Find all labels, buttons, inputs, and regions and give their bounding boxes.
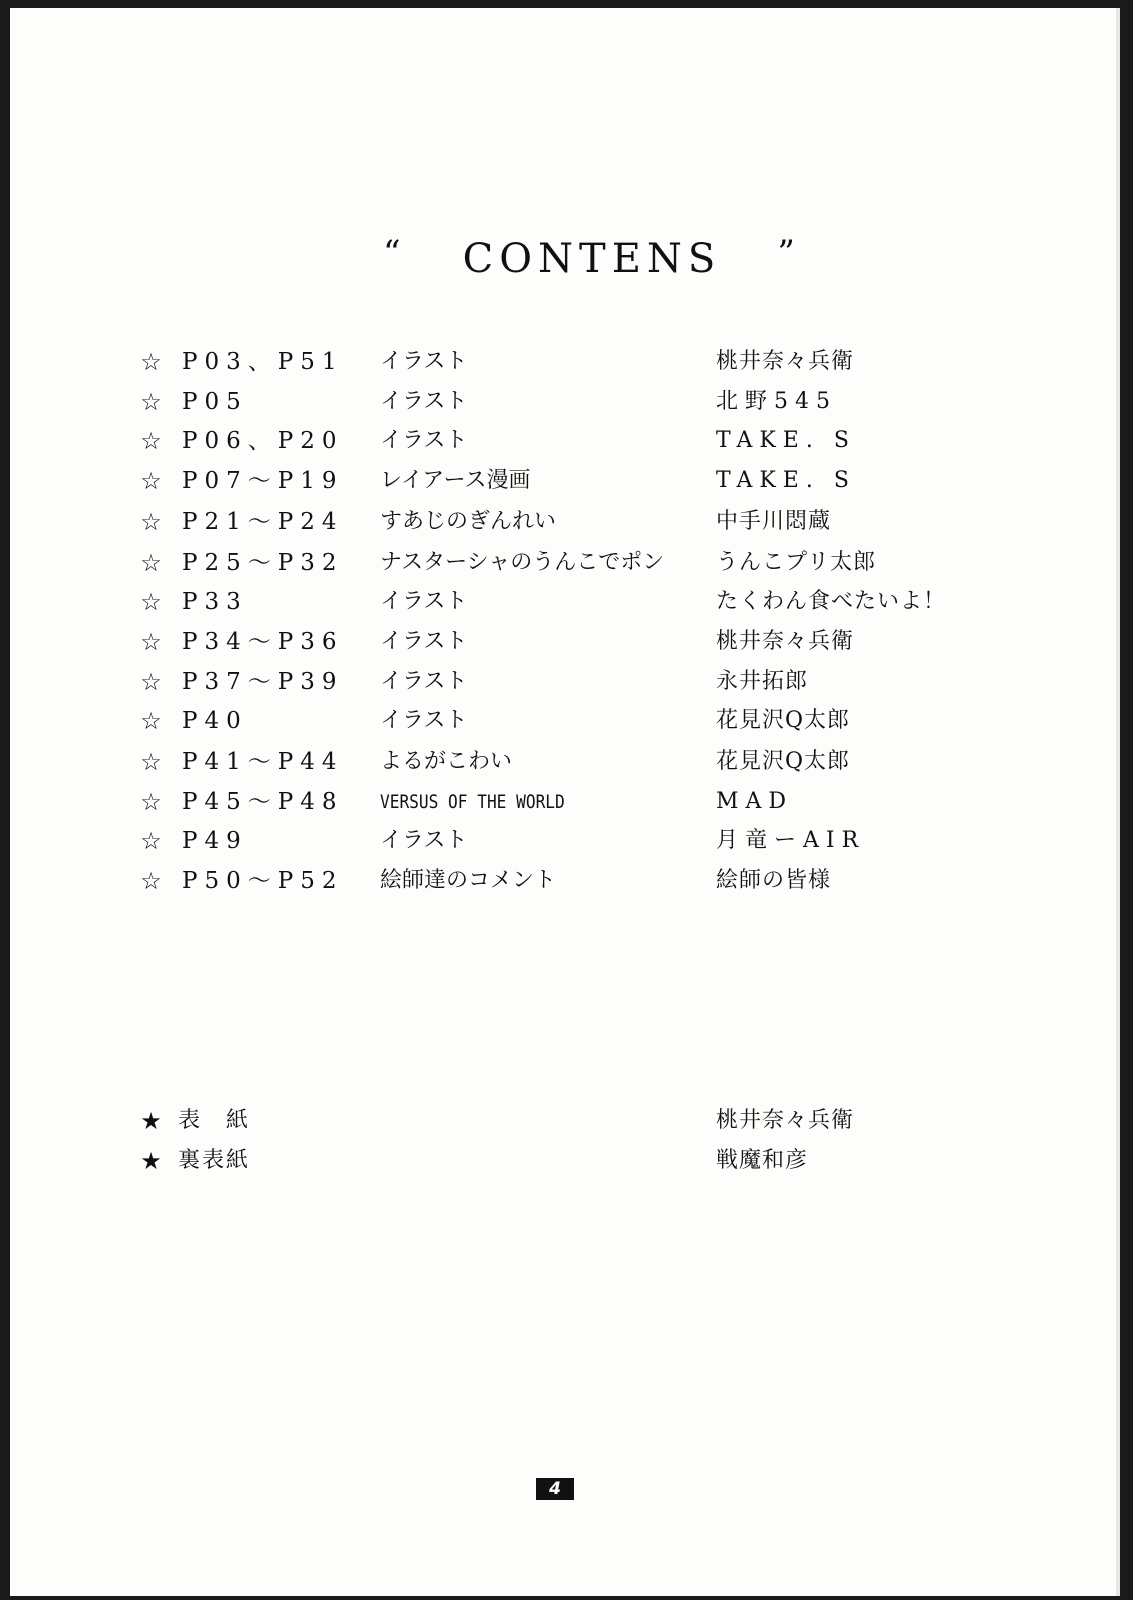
page-number: 4 xyxy=(536,1478,574,1500)
toc-author: 花見沢Q太郎 xyxy=(716,749,851,774)
toc-author: 花見沢Q太郎 xyxy=(716,708,851,733)
toc-author: たくわん食べたいよ！ xyxy=(716,589,947,614)
outline-star-icon: ☆ xyxy=(140,748,162,776)
toc-author: MAD xyxy=(716,789,794,814)
toc-author: うんこプリ太郎 xyxy=(716,550,877,575)
toc-work: レイアース漫画 xyxy=(380,468,531,493)
toc-row xyxy=(10,784,1120,820)
toc-row xyxy=(10,744,1120,780)
toc-author: TAKE. S xyxy=(716,428,856,453)
close-quote: ” xyxy=(777,233,801,273)
toc-row xyxy=(10,703,1120,739)
toc-work: VERSUS OF THE WORLD xyxy=(380,791,565,813)
outline-star-icon: ☆ xyxy=(140,827,162,855)
outline-star-icon: ☆ xyxy=(140,668,162,696)
toc-row xyxy=(10,664,1120,700)
outline-star-icon: ☆ xyxy=(140,467,162,495)
toc-pages: P34〜P36 xyxy=(182,629,344,655)
outline-star-icon: ☆ xyxy=(140,508,162,536)
toc-work: すあじのぎんれい xyxy=(380,509,557,534)
outline-star-icon: ☆ xyxy=(140,388,162,416)
toc-row xyxy=(10,384,1120,420)
outline-star-icon: ☆ xyxy=(140,628,162,656)
toc-author: 中手川悶蔵 xyxy=(716,509,832,534)
toc-pages: P06、P20 xyxy=(182,428,344,454)
cover-credit-row xyxy=(10,1143,1120,1179)
outline-star-icon: ☆ xyxy=(140,788,162,816)
outline-star-icon: ☆ xyxy=(140,549,162,577)
toc-author: 北野545 xyxy=(716,389,837,414)
toc-pages: P50〜P52 xyxy=(182,868,344,894)
toc-row xyxy=(10,504,1120,540)
outline-star-icon: ☆ xyxy=(140,707,162,735)
outline-star-icon: ☆ xyxy=(140,588,162,616)
outline-star-icon: ☆ xyxy=(140,348,162,376)
filled-star-icon: ★ xyxy=(140,1147,162,1175)
toc-pages: P41〜P44 xyxy=(182,749,344,775)
toc-work: イラスト xyxy=(380,708,468,733)
toc-pages: P33 xyxy=(182,589,248,615)
toc-work: イラスト xyxy=(380,389,468,414)
toc-author: 桃井奈々兵衛 xyxy=(716,629,855,654)
toc-work: よるがこわい xyxy=(380,749,513,774)
toc-pages: P05 xyxy=(182,389,248,415)
toc-row xyxy=(10,423,1120,459)
open-quote: “ xyxy=(383,233,407,273)
toc-work: イラスト xyxy=(380,828,468,853)
filled-star-icon: ★ xyxy=(140,1107,162,1135)
page-title xyxy=(10,233,1133,282)
cover-label: 裏表紙 xyxy=(178,1148,251,1173)
toc-row xyxy=(10,344,1120,380)
outline-star-icon: ☆ xyxy=(140,867,162,895)
cover-author: 戦魔和彦 xyxy=(716,1148,809,1173)
toc-author: 永井拓郎 xyxy=(716,669,809,694)
toc-work: イラスト xyxy=(380,669,468,694)
toc-pages: P03、P51 xyxy=(182,349,344,375)
cover-author: 桃井奈々兵衛 xyxy=(716,1108,855,1133)
toc-row xyxy=(10,545,1120,581)
toc-work: イラスト xyxy=(380,349,468,374)
toc-pages: P40 xyxy=(182,708,248,734)
toc-row xyxy=(10,584,1120,620)
toc-author: 絵師の皆様 xyxy=(716,868,832,893)
toc-author: TAKE. S xyxy=(716,468,856,493)
toc-work: イラスト xyxy=(380,629,468,654)
toc-row xyxy=(10,463,1120,499)
toc-work: ナスターシャのうんこでポン xyxy=(380,550,665,575)
toc-pages: P25〜P32 xyxy=(182,550,344,576)
toc-pages: P37〜P39 xyxy=(182,669,344,695)
toc-row xyxy=(10,863,1120,899)
toc-pages: P45〜P48 xyxy=(182,789,344,815)
toc-work: 絵師達のコメント xyxy=(380,868,557,893)
toc-pages: P21〜P24 xyxy=(182,509,344,535)
toc-author: 月竜ーAIR xyxy=(716,828,866,853)
page xyxy=(10,8,1120,1596)
title-text: CONTENS xyxy=(462,236,722,282)
toc-work: イラスト xyxy=(380,589,468,614)
cover-credit-row xyxy=(10,1103,1120,1139)
toc-work: イラスト xyxy=(380,428,468,453)
toc-row xyxy=(10,823,1120,859)
toc-pages: P49 xyxy=(182,828,248,854)
toc-row xyxy=(10,624,1120,660)
toc-author: 桃井奈々兵衛 xyxy=(716,349,855,374)
outline-star-icon: ☆ xyxy=(140,427,162,455)
toc-pages: P07〜P19 xyxy=(182,468,344,494)
cover-label: 表 紙 xyxy=(178,1108,251,1133)
